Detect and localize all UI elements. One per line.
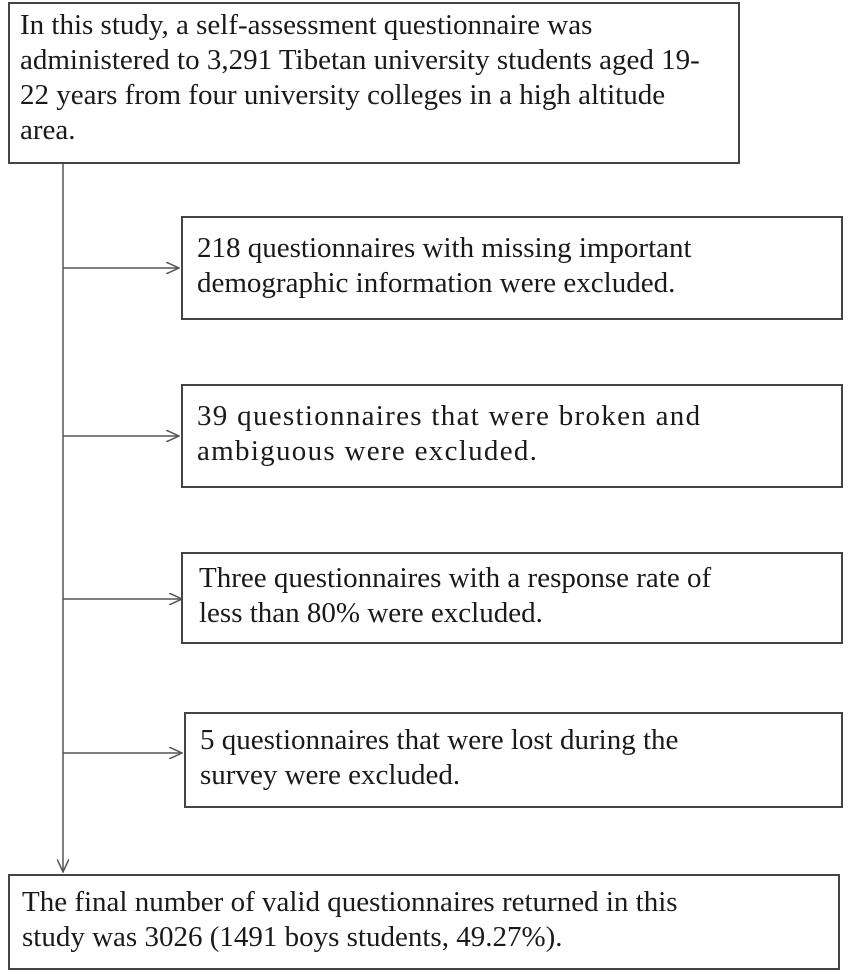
start-text-line: administered to 3,291 Tibetan university students aged 19- — [20, 44, 700, 76]
end-text-line: The final number of valid questionnaires returned in this — [22, 886, 678, 918]
exclusion-text-line: ambiguous were excluded. — [197, 435, 539, 467]
start-box-initial-sample — [8, 2, 740, 164]
exclusion-box-low-response-rate — [181, 552, 843, 644]
exclusion-text-line: 5 questionnaires that were lost during the — [200, 724, 679, 756]
start-text-line: 22 years from four university colleges in a high altitude — [20, 79, 666, 111]
exclusion-text-line: less than 80% were excluded. — [199, 597, 543, 629]
exclusion-box-lost-questionnaires — [184, 712, 843, 808]
exclusion-text-line: demographic information were excluded. — [197, 267, 676, 299]
end-box-final-sample — [8, 874, 840, 970]
exclusion-text-line: survey were excluded. — [200, 759, 461, 791]
end-text-line: study was 3026 (1491 boys students, 49.27%). — [22, 921, 563, 953]
exclusion-text-line: Three questionnaires with a response rate of — [199, 562, 712, 594]
exclusion-box-broken-ambiguous — [181, 384, 843, 488]
exclusion-box-missing-demographics — [181, 216, 843, 320]
exclusion-text-line: 39 questionnaires that were broken and — [197, 400, 702, 432]
start-text-line: In this study, a self-assessment questionnaire was — [20, 9, 593, 41]
start-text-line: area. — [20, 114, 76, 146]
exclusion-text-line: 218 questionnaires with missing important — [197, 232, 692, 264]
